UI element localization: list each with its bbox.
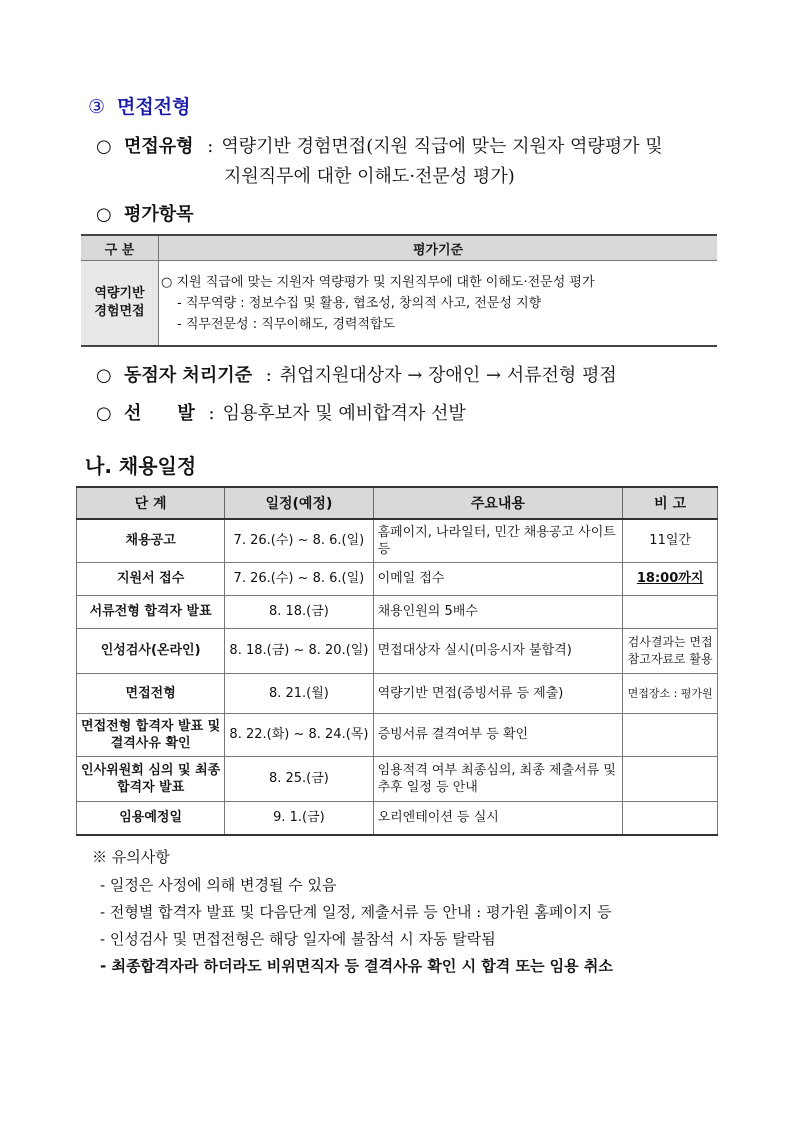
row-stage: 지원서 접수: [77, 562, 225, 595]
table-row: [77, 595, 718, 628]
schedule-table: [76, 486, 718, 836]
row-note: [623, 801, 718, 835]
notes-title: ※ 유의사항: [92, 848, 170, 866]
separator: :: [208, 403, 215, 424]
row-note: [623, 713, 718, 756]
section-title: [88, 92, 190, 119]
row-stage: 서류전형 합격자 발표: [77, 595, 225, 628]
note-item: - 전형별 합격자 발표 및 다음단계 일정, 제출서류 등 안내 : 평가원 홈페이지 등: [100, 903, 612, 921]
selection-text: 임용후보자 및 예비합격자 선발: [222, 403, 466, 424]
eval-items-heading: [96, 200, 194, 226]
selection-label: 선 발: [124, 403, 195, 424]
row-content: 증빙서류 결격여부 등 확인: [373, 713, 623, 756]
selection-line: [96, 399, 466, 425]
criteria-item: - 직무역량 : 정보수집 및 활용, 협조성, 창의적 사고, 전문성 지향: [177, 295, 542, 311]
schedule-title: 나. 채용일정: [85, 454, 197, 478]
table-row: [77, 562, 718, 595]
eval-row-head-line2: 경험면접: [94, 304, 145, 319]
criteria-item: - 직무전문성 : 직무이해도, 경력적합도: [177, 316, 396, 332]
section-number: ③: [88, 96, 106, 118]
tie-rule-text: 취업지원대상자 → 장애인 → 서류전형 평점: [279, 365, 617, 386]
interview-type-label: 면접유형: [124, 136, 194, 157]
table-row: [77, 628, 718, 673]
interview-type-line2: 지원직무에 대한 이해도·전문성 평가): [224, 166, 515, 187]
row-stage: 채용공고: [77, 519, 225, 562]
eval-row-head-line1: 역량기반: [94, 286, 145, 301]
row-content: 면접대상자 실시(미응시자 불합격): [373, 628, 623, 673]
eval-row-head: [81, 261, 159, 347]
eval-items-label: 평가항목: [124, 204, 194, 225]
table-row: [77, 756, 718, 801]
row-date: 7. 26.(수) ~ 8. 6.(일): [225, 519, 373, 562]
row-stage: 면접전형: [77, 673, 225, 713]
header-content: 주요내용: [373, 487, 623, 519]
section-title-text: 면접전형: [117, 96, 191, 118]
note-item: - 인성검사 및 면접전형은 해당 일자에 불참석 시 자동 탈락됨: [100, 930, 496, 948]
row-date: 8. 22.(화) ~ 8. 24.(목): [225, 713, 373, 756]
note-item-emphasis: - 최종합격자라 하더라도 비위면직자 등 결격사유 확인 시 합격 또는 임용 취소: [100, 957, 613, 975]
row-note: 18:00까지: [636, 571, 704, 586]
schedule-header: [77, 487, 718, 519]
tie-rule-label: 동점자 처리기준: [124, 365, 252, 386]
header-date: 일정(예정): [225, 487, 373, 519]
row-date: 8. 25.(금): [225, 756, 373, 801]
row-content: 홈페이지, 나라일터, 민간 채용공고 사이트 등: [373, 519, 623, 562]
row-date: 8. 21.(월): [225, 673, 373, 713]
eval-table: [81, 234, 717, 347]
row-note: [623, 756, 718, 801]
row-note: 면접장소 : 평가원: [623, 673, 718, 713]
row-note: 검사결과는 면접 참고자료로 활용: [623, 628, 718, 673]
bullet-icon: ○: [96, 403, 112, 424]
note-item: - 일정은 사정에 의해 변경될 수 있음: [100, 876, 337, 894]
interview-type-line1: 역량기반 경험면접(지원 직급에 맞는 지원자 역량평가 및: [221, 136, 663, 157]
table-row: [77, 801, 718, 835]
row-content: 이메일 접수: [373, 562, 623, 595]
row-date: 8. 18.(금) ~ 8. 20.(일): [225, 628, 373, 673]
row-content: 채용인원의 5배수: [373, 595, 623, 628]
header-note: 비 고: [623, 487, 718, 519]
table-row: [77, 673, 718, 713]
row-date: 8. 18.(금): [225, 595, 373, 628]
row-content: 오리엔테이션 등 실시: [373, 801, 623, 835]
row-content: 역량기반 면접(증빙서류 등 제출): [373, 673, 623, 713]
eval-header-criteria: 평가기준: [159, 235, 718, 261]
table-row: [77, 519, 718, 562]
row-stage: 인사위원회 심의 및 최종 합격자 발표: [77, 756, 225, 801]
criteria-main: ○ 지원 직급에 맞는 지원자 역량평가 및 지원직무에 대한 이해도·전문성 평가: [161, 274, 595, 290]
table-row: [77, 713, 718, 756]
bullet-icon: ○: [96, 204, 112, 225]
separator: :: [207, 136, 214, 157]
separator: :: [265, 365, 272, 386]
row-date: 9. 1.(금): [225, 801, 373, 835]
row-content: 임용적격 여부 최종심의, 최종 제출서류 및 추후 일정 등 안내: [373, 756, 623, 801]
interview-type-line: [96, 132, 663, 158]
eval-header-category: 구 분: [81, 235, 159, 261]
tie-rule-line: [96, 361, 617, 387]
row-note: [623, 595, 718, 628]
bullet-icon: ○: [96, 136, 112, 157]
eval-table-row: [81, 261, 717, 347]
row-date: 7. 26.(수) ~ 8. 6.(일): [225, 562, 373, 595]
bullet-icon: ○: [96, 365, 112, 386]
row-stage: 인성검사(온라인): [77, 628, 225, 673]
row-stage: 면접전형 합격자 발표 및 결격사유 확인: [77, 713, 225, 756]
eval-criteria: [159, 261, 718, 347]
eval-table-header: [81, 235, 717, 261]
row-note: 11일간: [623, 519, 718, 562]
header-stage: 단 계: [77, 487, 225, 519]
row-stage: 임용예정일: [77, 801, 225, 835]
